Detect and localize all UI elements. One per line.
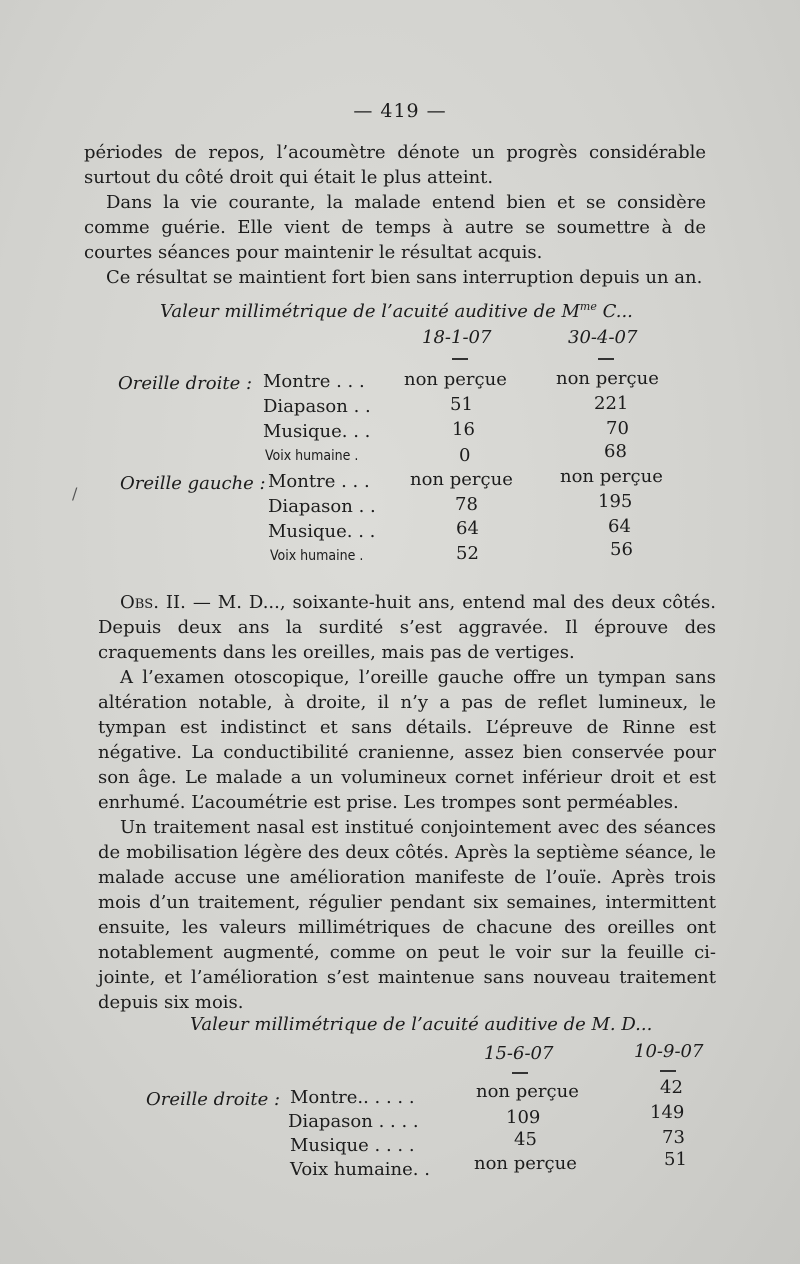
table1-dash-1 [452, 358, 468, 360]
table1-g-v1-3: 52 [456, 543, 479, 564]
table1-gauche-label: Oreille gauche : [120, 473, 266, 494]
table2-dash-2 [660, 1070, 676, 1072]
table2-date-1: 15-6-07 [484, 1043, 554, 1064]
observation-text [98, 590, 716, 1015]
table1-g-label-1: Diapason . . [268, 496, 376, 517]
table2-label-1: Diapason . . . . [288, 1111, 419, 1132]
table2-droite-label: Oreille droite : [146, 1089, 281, 1110]
table1-d-v1-1: 51 [450, 394, 473, 415]
table1-d-label-1: Diapason . . [263, 396, 371, 417]
table2-dash-1 [512, 1072, 528, 1074]
table1-g-label-0: Montre . . . [268, 471, 370, 492]
table1-g-v1-2: 64 [456, 518, 479, 539]
table1-g-v2-0: non perçue [560, 466, 663, 487]
table2-label-2: Musique . . . . [290, 1135, 415, 1156]
table1-g-v2-1: 195 [598, 491, 633, 512]
table1-date-2: 30-4-07 [568, 327, 638, 348]
table2-v2-3: 51 [664, 1149, 687, 1170]
table1-g-v2-2: 64 [608, 516, 631, 537]
table1-g-v2-3: 56 [610, 539, 633, 560]
table2-v1-3: non perçue [474, 1153, 577, 1174]
table1-d-v1-2: 16 [452, 419, 475, 440]
table1-d-label-3: Voix humaine . [265, 448, 359, 464]
obs-paragraph: Obs. II. — M. D..., soixante-huit ans, entend mal des deux côtés. Depuis deux ans la surdité s’est aggravée. Il éprouve des craquements dans les oreilles, mais pas de vertiges. [98, 592, 716, 663]
table2-v2-2: 73 [662, 1127, 685, 1148]
margin-pencil-mark: / [72, 484, 78, 503]
paragraph-traitement: Un traitement nasal est institué conjointement avec des séances de mobilisation légère des deux côtés. Après la septième séance, le malade accuse une amélioration manifeste de l’ouïe. Après trois mois d’un traitement, régulier pendant six semaines, intermittent ensuite, les valeurs millimétriques de chacune des oreilles ont notablement augmenté, comme on peut le voir sur la feuille ci-jointe, et l’amélioration s’est maintenue sans nouveau traitement depuis six mois. [98, 817, 716, 1013]
table1-d-v2-3: 68 [604, 441, 627, 462]
table1-d-v1-0: non perçue [404, 369, 507, 390]
table1-d-v1-3: 0 [459, 445, 471, 466]
table2-label-3: Voix humaine. . [290, 1159, 430, 1180]
table1-droite-label: Oreille droite : [118, 373, 253, 394]
paragraph-3: Ce résultat se maintient fort bien sans interruption depuis un an. [106, 267, 703, 288]
table1-caption: Valeur millimétrique de l’acuité auditive de $M^{me}$ C... [160, 300, 633, 322]
paragraph-2: Dans la vie courante, la malade entend bien et se considère comme guérie. Elle vient de temps à autre se soumettre à de courtes séances pour maintenir le résultat acquis. [84, 192, 706, 263]
intro-text [84, 140, 706, 290]
table1-date-1: 18-1-07 [422, 327, 492, 348]
table2-v1-2: 45 [514, 1129, 537, 1150]
table2-v1-0: non perçue [476, 1081, 579, 1102]
paragraph-1: périodes de repos, l’acoumètre dénote un progrès considérable surtout du côté droit qui était le plus atteint. [84, 142, 706, 188]
table2-caption: Valeur millimétrique de l’acuité auditive de M. D... [190, 1014, 653, 1035]
table1-g-v1-1: 78 [455, 494, 478, 515]
table1-dash-2 [598, 358, 614, 360]
table1-g-v1-0: non perçue [410, 469, 513, 490]
table2-v2-0: 42 [660, 1077, 683, 1098]
table1-g-label-2: Musique. . . [268, 521, 376, 542]
obs-lead: Obs. II. [120, 592, 186, 613]
table2-date-2: 10-9-07 [634, 1041, 704, 1062]
table1-d-label-2: Musique. . . [263, 421, 371, 442]
page-number: — 419 — [353, 100, 447, 122]
caption-superscript: me [579, 300, 597, 313]
table2-v1-1: 109 [506, 1107, 541, 1128]
table1-d-v2-1: 221 [594, 393, 629, 414]
table2-v2-1: 149 [650, 1102, 685, 1123]
paragraph-otoscopie: A l’examen otoscopique, l’oreille gauche offre un tympan sans altération notable, à droite, il n’y a pas de reflet lumineux, le tympan est indistinct et sans détails. L’épreuve de Rinne est négative. La conductibilité cranienne, assez bien conservée pour son âge. Le malade a un volumineux cornet inférieur droit et est enrhumé. L’acoumétrie est prise. Les trompes sont perméables. [98, 667, 716, 813]
table1-d-label-0: Montre . . . [263, 371, 365, 392]
table1-d-v2-2: 70 [606, 418, 629, 439]
table2-label-0: Montre.. . . . . [290, 1087, 415, 1108]
table1-g-label-3: Voix humaine . [270, 548, 364, 564]
table1-d-v2-0: non perçue [556, 368, 659, 389]
